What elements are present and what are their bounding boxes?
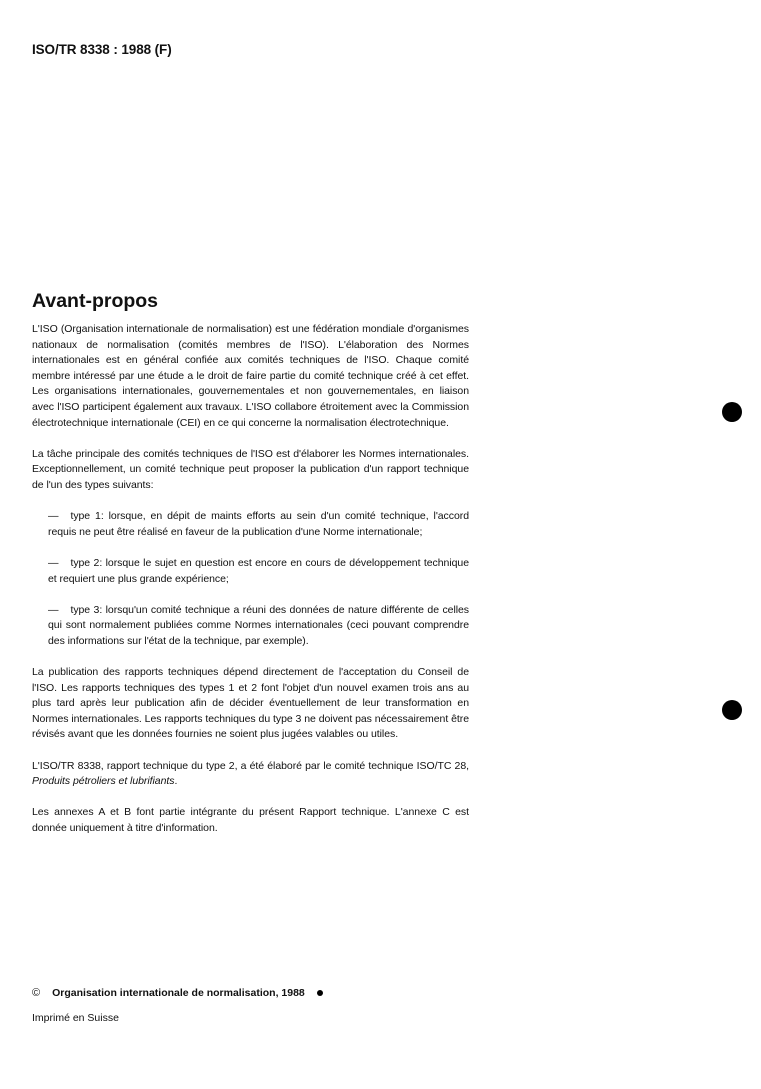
list-item-text: type 3: lorsqu'un comité technique a réuni des données de nature différente de celles qui sont normalement publiées comme Normes internationales (ceci pouvant comprendre des informations sur l'état de la technique, par exemple). <box>48 603 469 647</box>
report-origin-text: L'ISO/TR 8338, rapport technique du type 2, a été élaboré par le comité technique ISO/TC 28, <box>32 759 469 772</box>
list-item-text: type 2: lorsque le sujet en question est encore en cours de développement technique et requiert une plus grande expérience; <box>48 556 469 585</box>
committee-name: Produits pétroliers et lubrifiants <box>32 775 175 788</box>
paragraph-report-origin <box>32 759 469 790</box>
report-origin-end: . <box>174 775 178 788</box>
copyright-icon: © <box>32 987 41 999</box>
copyright-line <box>32 987 323 999</box>
list-dash: — <box>48 603 59 616</box>
list-item-text: type 1: lorsque, en dépit de maints efforts au sein d'un comité technique, l'accord requis ne peut être réalisé en faveur de la publication d'une Norme internationale; <box>48 510 469 538</box>
bullet-icon <box>317 990 323 996</box>
list-item-type-2 <box>32 556 469 587</box>
paragraph-annexes: Les annexes A et B font partie intégrante du présent Rapport technique. L'annexe C est donnée uniquement à titre d'information. <box>32 806 469 834</box>
margin-change-marker <box>722 700 742 720</box>
paragraph-publication-review: La publication des rapports techniques dépend directement de l'acceptation du Conseil de l'ISO. Les rapports techniques des types 1 et 2 font l'objet d'un nouvel examen trois ans au plus tard après leur publication afin de décider éventuellement de leur transformation en Normes internationales. Les rapports techniques du type 3 ne doivent pas nécessairement être révisés avant que les données fournies ne soient plus jugées valables ou utiles. <box>32 666 469 741</box>
foreword-body <box>32 322 469 852</box>
paragraph-technical-committees: La tâche principale des comités techniques de l'ISO est d'élaborer les Normes internationales. Exceptionnellement, un comité technique peut proposer la publication d'un rapport technique de l'un des types suivants: <box>32 447 469 491</box>
margin-change-marker <box>722 402 742 422</box>
list-dash: — <box>48 556 59 569</box>
list-item-type-3 <box>32 603 469 650</box>
section-title: Avant-propos <box>32 290 159 312</box>
paragraph-iso-intro: L'ISO (Organisation internationale de normalisation) est une fédération mondiale d'organismes nationaux de normalisation (comités membres de l'ISO). L'élaboration des Normes internationales est en général confiée aux comités techniques de l'ISO. Chaque comité membre intéressé par une étude a le droit de faire partie du comité technique créé à cet effet. Les organisations internationales, gouvernementales et non gouvernementales, en liaison avec l'ISO participent également aux travaux. L'ISO collabore étroitement avec la Commission électrotechnique internationale (CEI) en ce qui concerne la normalisation électrotechnique. <box>32 323 469 429</box>
list-dash: — <box>48 510 59 523</box>
printed-in: Imprimé en Suisse <box>32 1012 119 1024</box>
document-reference: ISO/TR 8338 : 1988 (F) <box>32 42 172 57</box>
copyright-organisation: Organisation internationale de normalisation, 1988 <box>52 987 305 999</box>
list-item-type-1 <box>32 509 469 540</box>
